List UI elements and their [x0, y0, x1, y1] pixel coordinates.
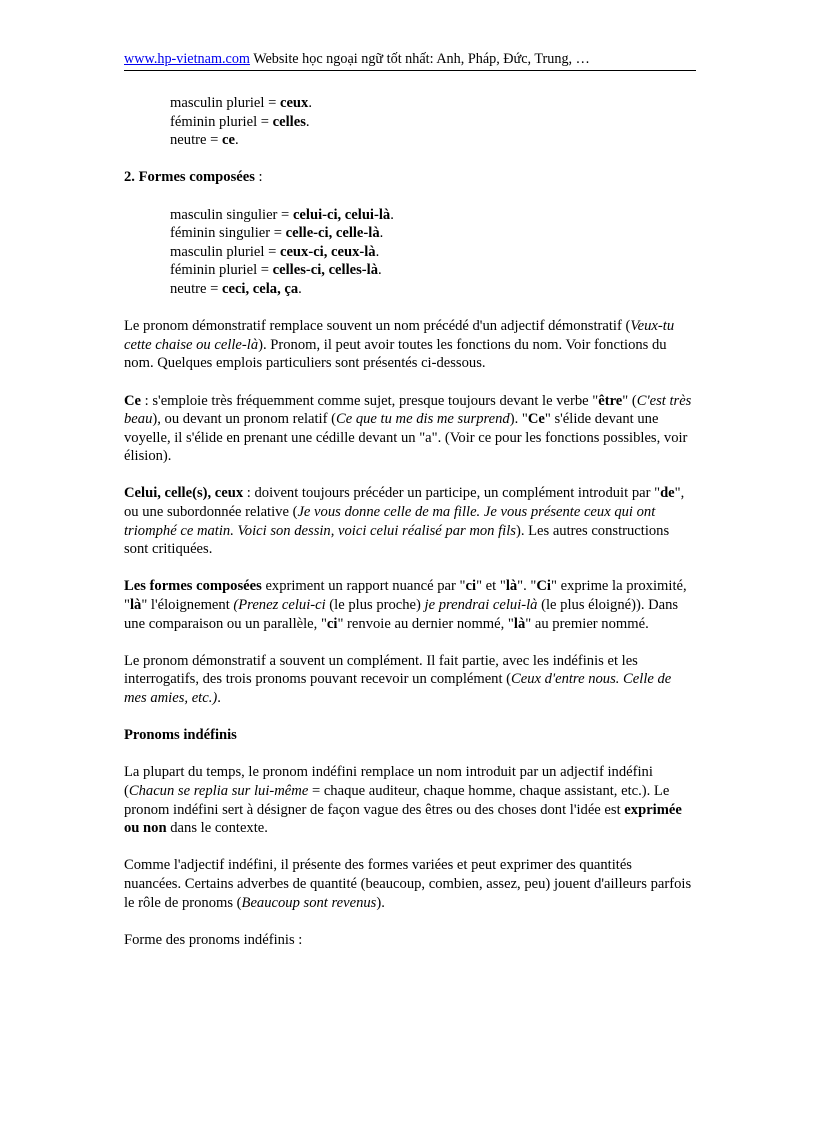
- text: " exprime la proximité, ": [124, 578, 687, 614]
- example: C'est très beau: [124, 392, 692, 428]
- list-item: [170, 113, 692, 132]
- example: Ce que tu me dis me surprend: [335, 411, 510, 428]
- form-value: ceux: [279, 95, 309, 111]
- list-item: [170, 131, 692, 150]
- text: Forme des pronoms indéfinis :: [124, 931, 303, 948]
- text: " au premier nommé.: [525, 615, 649, 632]
- list-item: [170, 280, 692, 299]
- example: Je vous donne celle de ma fille. Je vous présente ceux qui ont triomphé ce matin. Voici son dessin, voici celui réalisé par mon fils: [124, 504, 656, 539]
- term: Celui, celle(s), ceux: [124, 485, 244, 502]
- heading-suffix: :: [254, 169, 263, 186]
- form-value: ceux-ci, ceux-là: [279, 243, 376, 260]
- text: (le plus proche): [325, 597, 425, 614]
- form-label: féminin pluriel =: [170, 262, 273, 279]
- punct: .: [379, 225, 384, 242]
- text: ). Les autres constructions sont critiquées.: [124, 522, 670, 558]
- example: (Prenez celui-ci: [233, 597, 326, 614]
- section-heading: [124, 726, 692, 745]
- paragraph-forme: [124, 931, 692, 950]
- form-label: féminin singulier =: [170, 225, 286, 242]
- text: dans le contexte.: [166, 820, 268, 837]
- composed-heading: [124, 168, 692, 187]
- list-item: [170, 224, 692, 243]
- term: de: [660, 485, 675, 502]
- text: ". ": [517, 578, 537, 595]
- punct: .: [375, 243, 380, 260]
- text: " s'élide devant une voyelle, il s'élide en prenant une cédille devant un "a". (Voir ce pour les fonctions possibles, voir élision).: [124, 411, 688, 465]
- paragraph-adjectif-indefini: [124, 856, 692, 912]
- page-header: [124, 50, 696, 71]
- term: exprimée ou non: [124, 801, 682, 837]
- text: " et ": [476, 578, 506, 595]
- term: ci: [465, 578, 477, 595]
- header-text: Website học ngoại ngữ tốt nhất: Anh, Pháp, Đức, Trung, …: [249, 51, 590, 67]
- punct: .: [378, 262, 382, 279]
- form-label: neutre =: [170, 280, 222, 297]
- paragraph-formes-composees: [124, 577, 692, 633]
- document-body: [124, 94, 692, 949]
- text: " renvoie au dernier nommé, ": [337, 615, 514, 632]
- term: Les formes composées: [124, 578, 262, 595]
- simple-forms-list: [124, 94, 692, 150]
- term: Ci: [536, 578, 551, 595]
- form-label: masculin pluriel =: [170, 95, 280, 111]
- text: = chaque auditeur, chaque homme, chaque assistant, etc.). Le pronom indéfini sert à désigner de façon vague des êtres ou des choses dont l'idée est: [124, 782, 670, 818]
- list-item: [170, 206, 692, 225]
- punct: .: [390, 206, 394, 223]
- text: (le plus éloigné)). Dans une comparaison ou un parallèle, ": [124, 597, 679, 632]
- text: ", ou une subordonnée relative (: [124, 485, 685, 521]
- text: Le pronom démonstratif remplace souvent un nom précédé d'un adjectif démonstratif (: [124, 318, 631, 335]
- form-value: celle-ci, celle-là: [285, 225, 380, 242]
- text: .: [217, 690, 221, 706]
- text: ), ou devant un pronom relatif (: [152, 411, 336, 428]
- example: Ceux d'entre nous. Celle de mes amies, etc.): [124, 671, 672, 706]
- form-value: ceci, cela, ça: [222, 280, 299, 297]
- text: La plupart du temps, le pronom indéfini remplace un nom introduit par un adjectif indéfini (: [124, 764, 653, 799]
- heading-title: Pronoms indéfinis: [124, 727, 237, 744]
- paragraph-celui: [124, 484, 692, 558]
- list-item: [170, 94, 692, 113]
- form-value: celles: [272, 113, 306, 130]
- text: Le pronom démonstratif a souvent un complément. Il fait partie, avec les indéfinis et les interrogatifs, des trois pronoms pouvant recevoir un complément (: [124, 652, 638, 688]
- form-label: féminin pluriel =: [170, 113, 273, 130]
- example: je prendrai celui-là: [424, 597, 538, 614]
- form-label: neutre =: [170, 132, 222, 149]
- form-value: ce: [222, 132, 235, 149]
- punct: .: [308, 95, 312, 111]
- paragraph-ce: [124, 392, 692, 466]
- term: Ce: [527, 411, 545, 428]
- text: : s'emploie très fréquemment comme sujet, presque toujours devant le verbe ": [141, 392, 599, 409]
- form-value: celles-ci, celles-là: [272, 262, 379, 279]
- composed-forms-list: [124, 206, 692, 299]
- text: ). Pronom, il peut avoir toutes les fonctions du nom. Voir fonctions du nom. Quelques emplois particuliers sont présentés ci-dessous.: [124, 336, 667, 372]
- paragraph-demonstratif: [124, 317, 692, 373]
- text: ).: [376, 894, 385, 911]
- form-label: masculin singulier =: [170, 206, 293, 223]
- form-value: celui-ci, celui-là: [292, 206, 391, 223]
- text: expriment un rapport nuancé par ": [261, 578, 466, 595]
- term: là: [513, 615, 526, 632]
- term: ci: [326, 615, 338, 632]
- text: : doivent toujours précéder un participe, un complément introduit par ": [243, 485, 661, 502]
- term: là: [129, 597, 142, 614]
- heading-title: 2. Formes composées: [124, 169, 255, 186]
- example: Veux-tu cette chaise ou celle-là: [124, 318, 675, 353]
- text: " (: [622, 392, 637, 409]
- list-item: [170, 261, 692, 280]
- punct: .: [305, 113, 310, 130]
- term: être: [598, 392, 623, 409]
- example: Beaucoup sont revenus: [241, 894, 377, 911]
- text: Comme l'adjectif indéfini, il présente des formes variées et peut exprimer des quantités nuancées. Certains adverbes de quantité (beaucoup, combien, assez, peu) jouent d'ailleurs parfois le rôle de pronoms (: [124, 857, 692, 911]
- text: " l'éloignement: [141, 597, 234, 614]
- punct: .: [234, 132, 239, 149]
- list-item: [170, 243, 692, 262]
- paragraph-indefini: [124, 763, 692, 837]
- example: Chacun se replia sur lui-même: [128, 782, 309, 799]
- term: là: [505, 578, 518, 595]
- punct: .: [298, 280, 302, 297]
- term: Ce: [124, 392, 142, 409]
- paragraph-complement: [124, 652, 692, 708]
- text: ). ": [509, 411, 528, 428]
- site-link[interactable]: www.hp-vietnam.com: [124, 51, 250, 67]
- form-label: masculin pluriel =: [170, 243, 280, 260]
